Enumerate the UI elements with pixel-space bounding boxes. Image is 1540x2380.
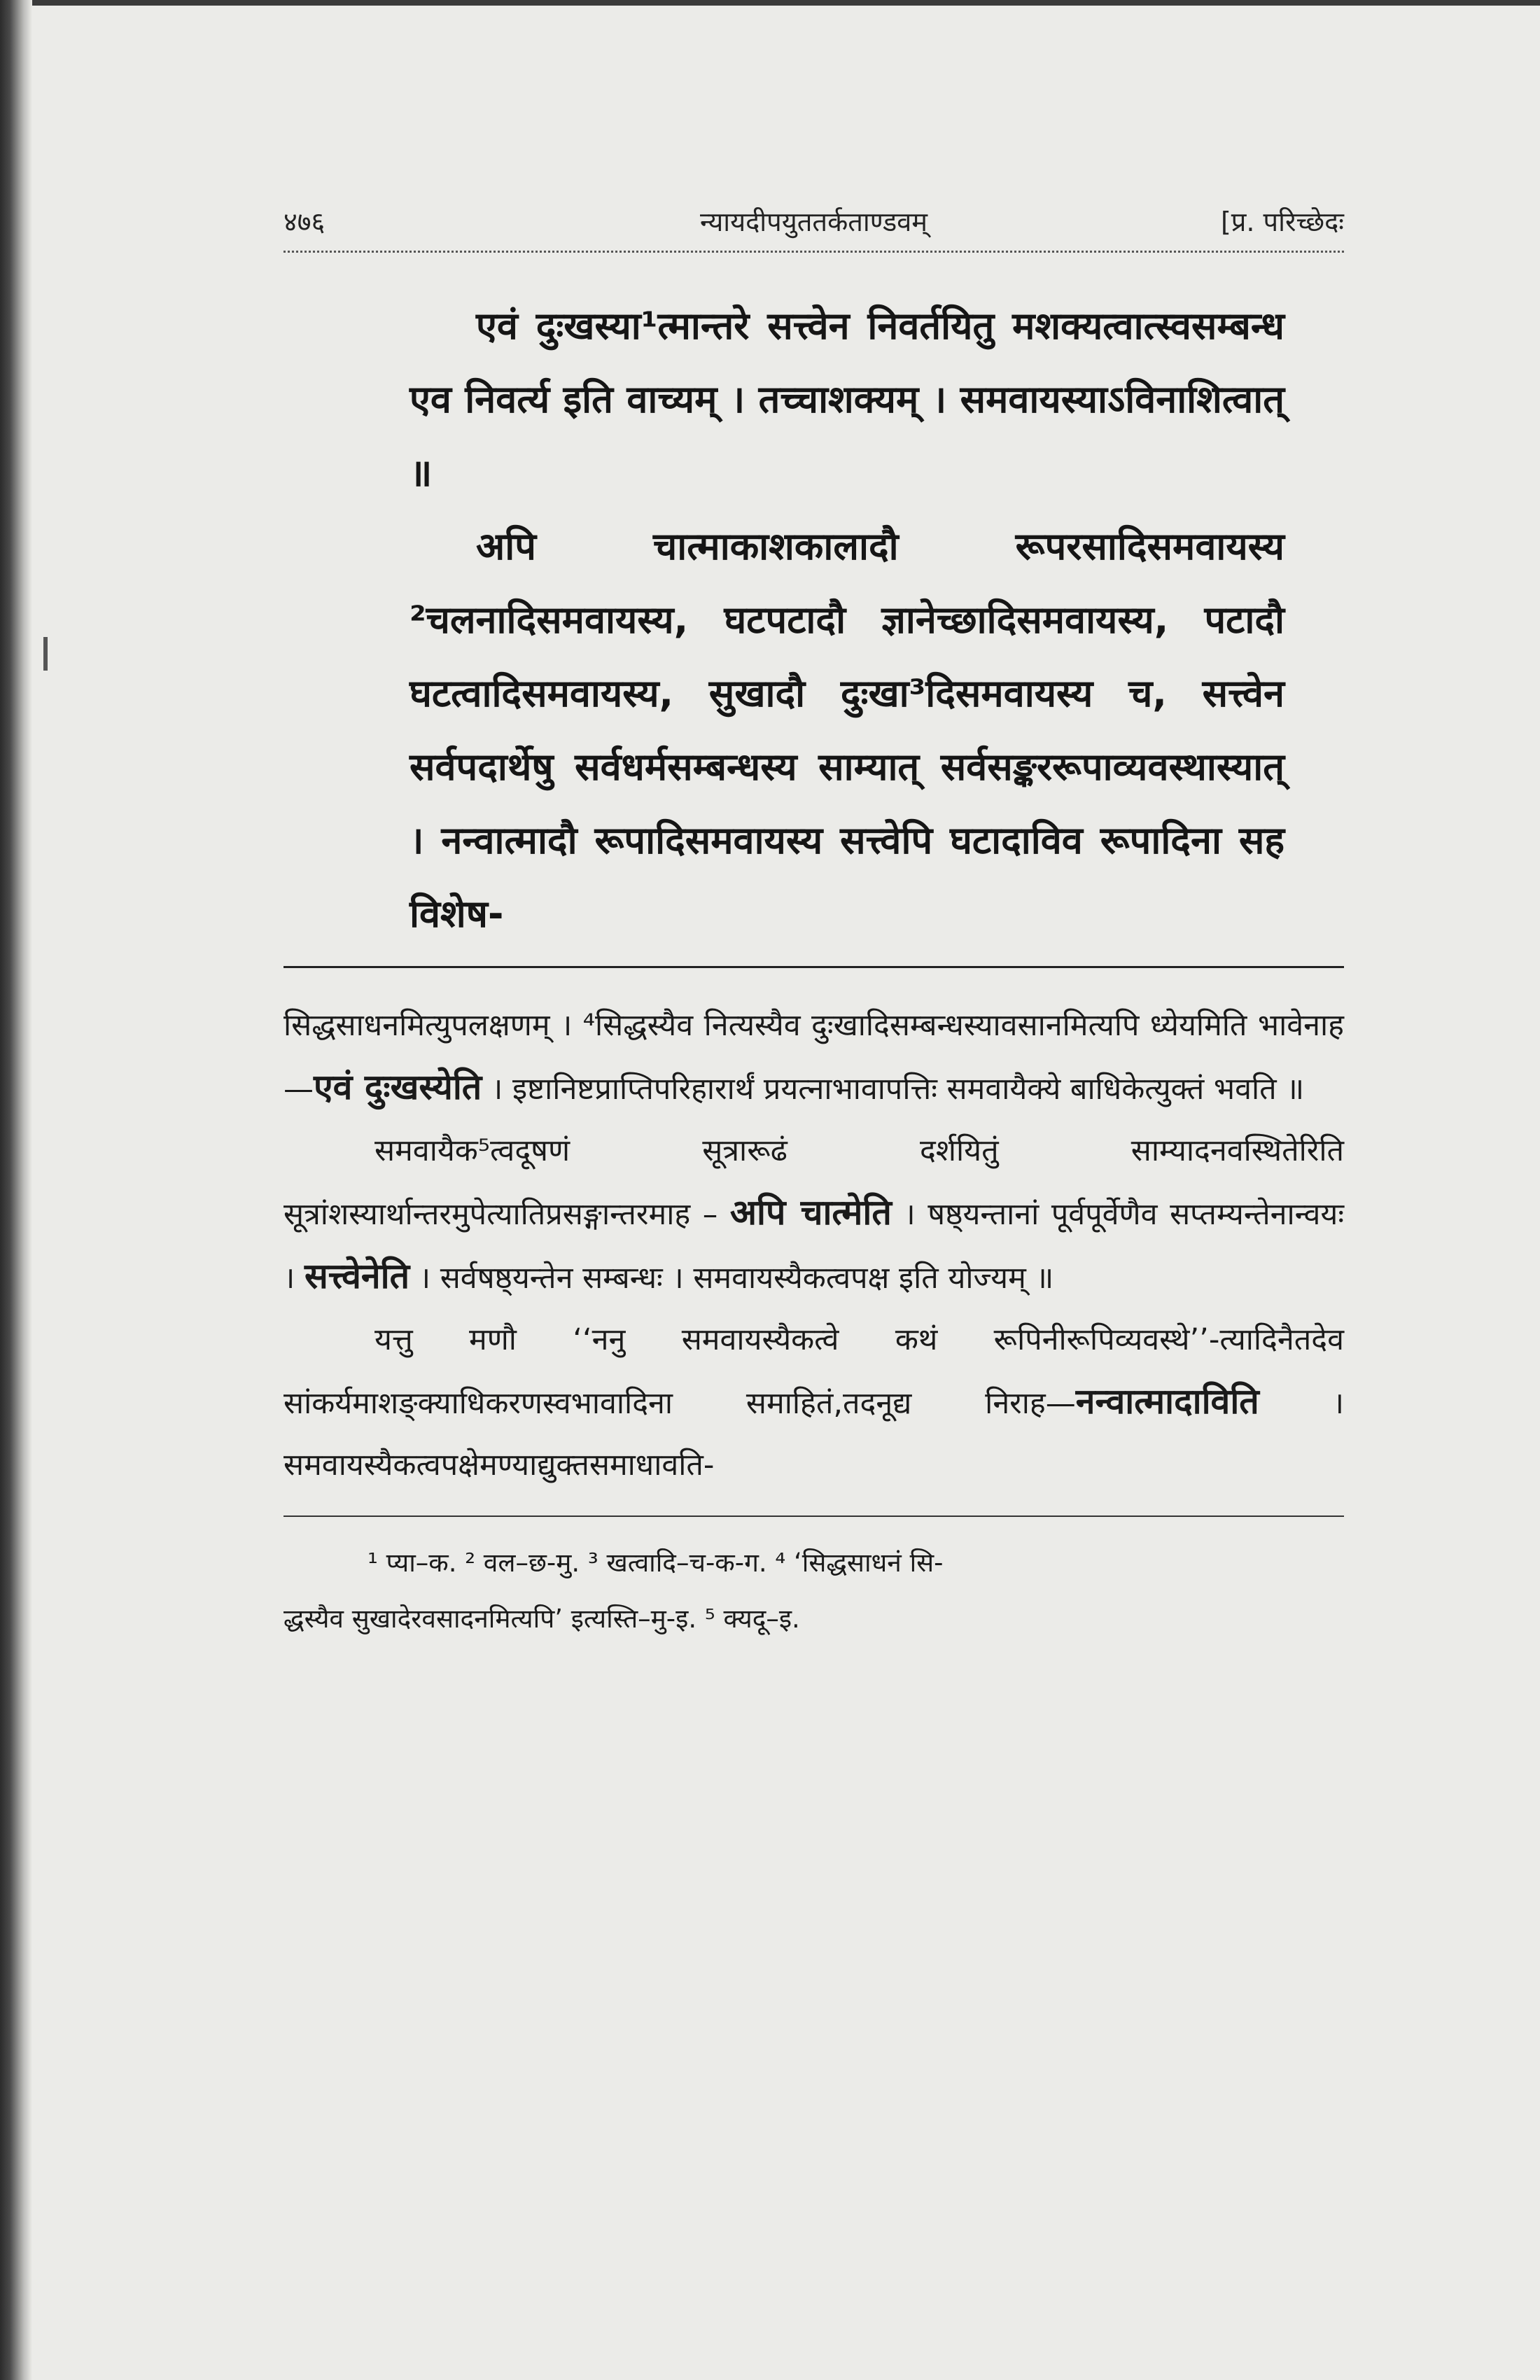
scan-binding-shadow: [0, 0, 32, 2380]
main-paragraph-2: अपि चात्माकाशकालादौ रूपरसादिसमवायस्य ²चलनादिसमवायस्य, घटपटादौ ज्ञानेच्छादिसमवायस्य, पटादौ घटत्वादिसमवायस्य, सुखादौ दुःखा³दिसमवायस्य च, सत्त्वेन सर्वपदार्थेषु सर्वधर्मसम्बन्धस्य साम्यात् सर्वसङ्कररूपाव्यवस्थास्यात् । नन्वात्मादौ रूपादिसमवायस्य सत्त्वेपि घटादाविव रूपादिना सह विशेष-: [410, 524, 1284, 936]
commentary-paragraph-1: [284, 995, 1344, 1120]
commentary-text: सिद्धसाधनमित्युपलक्षणम् । ⁴सिद्धस्यैव नित्यस्यैव दुःखादिसम्बन्धस्यावसानमित्यपि ध्येयमिति भावेनाह—: [284, 1008, 1344, 1107]
lemma: नन्वात्मादाविति: [1075, 1381, 1259, 1422]
lemma: एवं दुःखस्येति: [314, 1067, 482, 1107]
commentary-text: । इष्टानिष्टप्राप्तिपरिहारार्थं प्रयत्नाभावापत्तिः समवायैक्ये बाधिकेत्युक्तं भवति ॥: [482, 1072, 1305, 1107]
footnote-divider: [284, 1516, 1344, 1517]
footnotes: [284, 1535, 1344, 1647]
page-number: ४७६: [284, 206, 326, 237]
section-label: [प्र. परिच्छेदः: [1220, 206, 1344, 237]
header-rule: [284, 251, 1344, 253]
commentary-text: यत्तु मणौ ‘‘ननु समवायस्यैकत्वे कथं रूपिनीरूपिव्यवस्थे’’-त्यादिनैतदेव सांकर्यमाशङ्क्याधिकरणस्वभावादिना समाहितं,तदनूद्य निराह—: [284, 1322, 1345, 1421]
running-title: न्यायदीपयुततर्कताण्डवम्: [699, 206, 927, 237]
main-paragraph-1: एवं दुःखस्या¹त्मान्तरे सत्त्वेन निवर्तयितु मशक्यत्वात्स्वसम्बन्ध एव निवर्त्य इति वाच्यम् । तच्चाशक्यम् । समवायस्याऽविनाशित्वात् ॥: [410, 304, 1284, 495]
book-page: [284, 203, 1344, 1647]
lemma: अपि चात्मेति: [729, 1192, 892, 1233]
text-commentary-divider: [284, 966, 1344, 968]
commentary-text: । सर्वषष्ठ्यन्तेन सम्बन्धः । समवायस्यैकत्वपक्ष इति योज्यम् ॥: [410, 1261, 1054, 1296]
margin-mark: [43, 637, 48, 671]
footnote-line-1: ¹ प्या–क. ² वल–छ-मु. ³ खत्वादि–च-क-ग. ⁴ ‘सिद्धसाधनं सि-: [368, 1548, 944, 1578]
footnote-line-2: द्धस्यैव सुखादेरवसादनमित्यपि’ इत्यस्ति–मु-इ. ⁵ क्यदू–इ.: [284, 1604, 800, 1634]
commentary-text: समवायैक⁵त्वदूषणं सूत्रारूढं दर्शयितुं साम्यादनवस्थितेरिति सूत्रांशस्यार्थान्तरमुपेत्यातिप्रसङ्गान्तरमाह –: [284, 1133, 1344, 1232]
commentary: [284, 995, 1344, 1496]
scan-top-edge: [0, 0, 1540, 6]
commentary-text: । षष्ठ्यन्तानां पूर्वपूर्वेणैव सप्तम्यन्तेनान्वयः ।: [284, 1197, 1345, 1296]
running-header: [284, 203, 1344, 245]
commentary-text: । समवायस्यैकत्वपक्षेमण्याद्युक्तसमाधावति-: [284, 1386, 1345, 1483]
lemma: सत्त्वेनेति: [304, 1256, 410, 1296]
main-text: [410, 289, 1284, 951]
commentary-paragraph-3: [284, 1309, 1344, 1496]
commentary-paragraph-2: [284, 1120, 1344, 1309]
